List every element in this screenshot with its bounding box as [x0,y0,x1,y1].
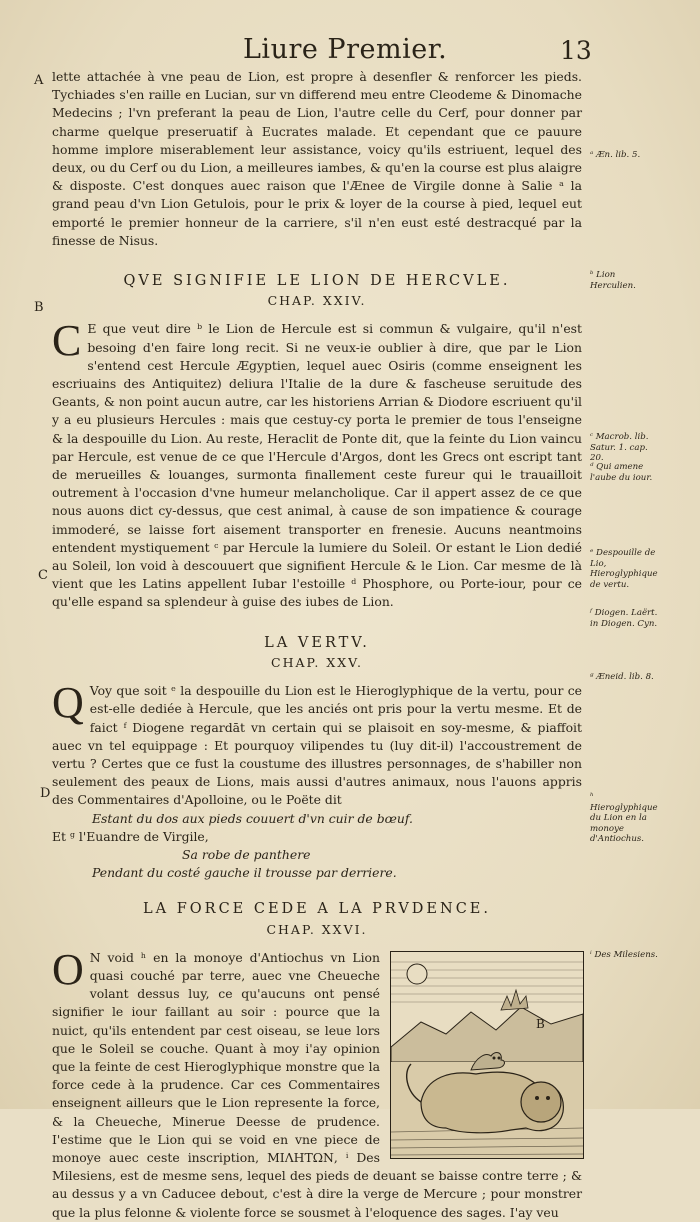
margin-letter-a: A [34,73,44,88]
margin-letter-c: C [38,568,48,583]
signature-mark: B [536,1017,545,1031]
chapter-heading-26: CHAP. XXVI. [266,921,368,937]
verse-line: Pendant du costé gauche il trousse par derriere. [92,865,397,881]
verse-line: Sa robe de panthere [182,846,311,862]
running-title: Liure Premier. [243,34,448,65]
verse-line: Estant du dos aux pieds couuert d'vn cuir de bœuf. [92,810,413,826]
chapter-24-text: E que veut dire ᵇ le Lion de Hercule est si commun & vulgaire, qu'il n'est besoing d'en faire long recit. Si ne veux-ie oublier à dire, que par le Lion s'entend cest Hercule Ægyptien, lequel auec Osiris (comme enseignent les escriuains des Antiquitez) deliura l'Italie de la dure & fascheuse seruitude des Geants, & non point aucun autre, car les historiens Arrian & Diodore escriuent qu'il y a eu plusieurs Hercules : mais que cestuy-cy porta le premier de tous l'enseigne & la despouille du Lion. Au reste, Heraclit de Ponte dit, que la feinte du Lion vaincu par Hercule, est venue de ce que l'Hercule d'Argos, dont les Grecs ont escript tant de merueilles & louanges, surmonta finallement ceste fureur qui le trauailloit outrement à l'occasion d'vne humeur melancholique. Car il appert assez de ce que nous auons dict cy-dessus, que cest animal, à cause de son impatience & courage immoderé, se laisse fort aisement transporter en frenesie. Aucuns neantmoins entendent mystiquement ᶜ par Hercule la lumiere du Soleil. Or estant le Lion dedié au Soleil, lon void à descouuert que signifient Hercule & le Lion. Car mesme de là vient que les Latins appellent Iubar l'estoille ᵈ Phosphore, ou Porte-iour, pour ce qu'elle espand sa splendeur à guise des iubes de Lion. [52,321,582,610]
section-title-force: LA FORCE CEDE A LA PRVDENCE. [143,901,491,918]
chapter-heading-24: CHAP. XXIV. [267,293,367,309]
dropcap-q: Q [52,678,84,728]
sidenote: ᶠ Diogen. Laërt. in Diogen. Cyn. [590,608,658,629]
section-title-hercule: QVE SIGNIFIE LE LION DE HERCVLE. [123,273,511,290]
chapter-heading-25: CHAP. XXV. [271,654,363,670]
margin-letter-b: B [34,300,44,315]
woodcut-illustration-frame [390,951,582,1157]
sidenote: ᵈ Qui amene l'aube du iour. [590,462,653,483]
lion-owl-woodcut [390,951,584,1159]
margin-letter-d: D [40,786,51,801]
sidenote: ʰ Hieroglyphique du Lion en la monoye d'Antiochus. [590,792,658,844]
section-title-vertu: LA VERTV. [264,634,370,651]
dropcap-c: C [52,316,82,366]
sidenote: ᵉ Despouille de Lio, Hieroglyphique de vertu. [590,548,658,590]
chapter-24-paragraph [52,316,582,611]
chapter-26-text: N void ʰ en la monoye d'Antiochus vn Lion quasi couché par terre, auec vne Cheueche volant dessus luy, ce qu'aucuns ont pensé signifier le iour faillant au soir : pource que la nuict, qu'ils entendent par cest oiseau, se leue lors que le Soleil se couche. Quant à moy i'ay opinion que la feinte de cest Hieroglyphique monstre que la force cede à la prudence. Car ces Commentaires enseignent ailleurs que le Lion represente la force, & la Cheueche, Minerue Deesse de prudence. I'estime que le Lion qui se void en vne piece de monoye auec ceste inscription, ΜΙΛΗΤΩΝ, ⁱ Des Milesiens, est de mesme sens, lequel des pieds de deuant se baisse contre terre ; & au dessus y a vn Caducee debout, c'est à dire la verge de Mercure ; pour monstrer que la plus felonne & violente force se sousmet à l'eloquence des sages. I'ay veu [52,949,582,1220]
opening-paragraph: lette attachée à vne peau de Lion, est propre à desenfler & renforcer les pieds. Tychiades s'en raille en Lucian, sur vn differend meu entre Cleodeme & Dinomache Medecins ; l'vn preferant la peau de Lion, l'autre celle du Cerf, pour donner par charme quelque preseruatif à Eucrates malade. Et cependant que ce pauure homme implore miserablement leur assistance, voicy qu'ils estriuent, lequel des deux, ou du Cerf ou du Lion, a meilleures iambes, & qu'en la course est plus alaigre & disposte. C'est donques auec raison que l'Ænee de Virgile donne à Salie ᵃ la grand peau d'vn Lion Getulois, pour le prix & loyer de la course à pied, lequel eut emporté le premier honneur de la carriere, s'il n'en eust esté destracqué par la finesse de Nisus. [52,69,582,248]
page-number: 13 [560,36,592,65]
dropcap-o: O [52,944,84,994]
sidenote: ᵃ Æn. lib. 5. [590,150,641,160]
sidenote: ᵍ Æneid. lib. 8. [590,672,654,682]
main-text-column [52,68,582,1222]
sidenote: ⁱ Des Milesiens. [590,950,658,960]
sidenote: ᶜ Macrob. lib. Satur. 1. cap. 20. [590,432,649,463]
chapter-25-text: Voy que soit ᵉ la despouille du Lion est le Hieroglyphique de la vertu, pour ce est-elle dediée à Hercule, que les anciés ont pris pour la vertu mesme. Et de faict ᶠ Diogene regardāt vn certain qui se plaisoit en soy-mesme, & piaffoit auec vn tel equippage : Et pourquoy vilipendes tu (luy dit-il) l'accoustrement de vertu ? Certes que ce fust la coustume des illustres personnages, de s'habiller non seulement des peaux de Lions, mais aussi d'autres animaux, nous l'auons appris des Commentaires d'Apolloine, ou le Poëte dit [52,683,582,808]
page-header [0,34,700,68]
chapter-25-paragraph [52,678,582,809]
sidenote: ᵇ Lion Herculien. [590,270,636,291]
verse-intro-line: Et ᵍ l'Euandre de Virgile, [52,828,209,844]
